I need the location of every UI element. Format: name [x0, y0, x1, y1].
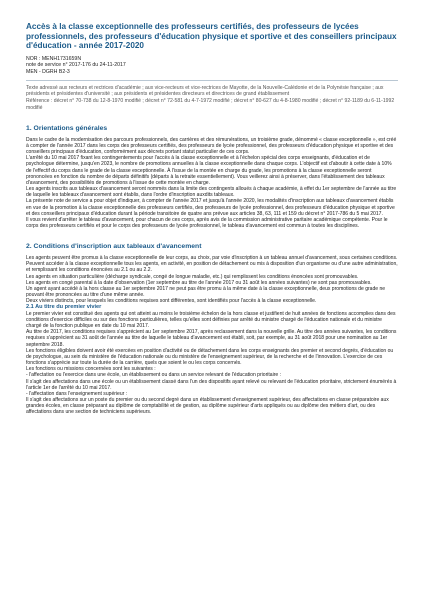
document-title: Accès à la classe exceptionnelle des professeurs certifiés, des professeurs de lycées professionnels, des professeurs d'éducation physique et sportive et des conseillers principaux d'éducation - année 2017-2020 [26, 22, 397, 51]
subsection-paragraph: - l'affectation ou l'exercice dans une école, un établissement ou dans un service relevant de l'éducation prioritaire : [26, 372, 282, 379]
subsection-paragraph: Il s'agit des affectations sur un poste du premier ou du second degré dans un établissement d'enseignement supérieur, des affectations en classe préparatoire aux grandes écoles, en classe préparant au diplôme de comptabilité et de gestion, au diplôme supérieur d'arts appliqués ou au diplôme des métiers d'art, ou des affectations dans une section de techniciens supérieurs. [26, 397, 389, 416]
section-2-paragraph: Deux viviers distincts, pour lesquels les conditions requises sont différentes, sont identifiés pour l'accès à la classe exceptionnelle. [26, 298, 317, 305]
addressees-text: Texte adressé aux recteurs et rectrices d'académie ; aux vice-recteurs et vice-rectrices de Mayotte, de la Nouvelle-Calédonie et de la Polynésie française ; aux présidents et présidentes d'université ; aux présidents et présidentes directeurs et directrices de grand établissement [26, 85, 384, 98]
nor-reference: NOR : MENH1731659N [26, 55, 82, 62]
subsection-paragraph: Les fonctions éligibles doivent avoir été exercées en position d'activité ou de détachement dans les corps enseignants des premier et second degrés, d'éducation ou de psychologue, au sein du ministère de l'éducation nationale ou du ministère de l'enseignement supérieur, de la recherche et de l'innovation. L'exercice de ces fonctions s'apprécie sur toute la durée de la carrière, quels que soient le ou les corps concernés. [26, 347, 394, 367]
legal-references: Référence : décret n° 70-738 du 12-8-1970 modifié ; décret n° 72-581 du 4-7-1972 modifié ; décret n° 80-627 du 4-8-1980 modifié ; décret n° 92-1189 du 6-11-1992 modifié [26, 98, 395, 111]
subsection-paragraph: Les fonctions ou missions concernées sont les suivantes : [26, 366, 156, 373]
section-1-heading: 1. Orientations générales [26, 124, 108, 132]
section-1-paragraph: La présente note de service a pour objet d'indiquer, à compter de l'année 2017 et jusqu'à l'année 2020, les modalités d'inscription aux tableaux d'avancement établis en vue de la promotion à la classe exceptionnelle des professeurs certifiés, des professeurs de lycée professionnel, des professeurs d'éducation physique et sportive et des conseillers principaux d'éducation durant la période transitoire de quatre ans prévue aux articles 38, 63, 111 et 159 du décret n° 2017-786 du 5 mai 2017. [26, 198, 395, 217]
section-2-heading: 2. Conditions d'inscription aux tableaux d'avancement [26, 243, 202, 251]
section-2-paragraph: Un agent ayant accédé à la hors classe au 1er septembre 2017 ne peut pas être promu à la même date à la classe exceptionnelle, deux promotions de grade ne pouvant être prononcées au titre d'une même année. [26, 285, 386, 299]
section-1-paragraph: Dans le cadre de la modernisation des parcours professionnels, des carrières et des rémunérations, un troisième grade, dénommé « classe exceptionnelle », est créé à compter de l'année 2017 dans les corps des professeurs certifiés, des professeurs de lycée professionnel, des professeurs d'éducation physique et sportive et des conseillers principaux d'éducation, conformément aux décrets portant statut particulier de ces corps. [26, 136, 397, 156]
section-2-paragraph: Les agents en congé parental à la date d'observation (1er septembre au titre de l'année 2017 ou 31 août les années suivantes) ne sont pas promouvables. [26, 279, 372, 286]
section-2-paragraph: Les agents en situation particulière (décharge syndicale, congé de longue maladie, etc.) qui remplissent les conditions énoncées sont promouvables. [26, 273, 359, 280]
subsection-paragraph: Au titre de 2017, les conditions requises s'apprécient au 1er septembre 2017, après reclassement dans la nouvelle grille. Au titre des années suivantes, les conditions requises s'apprécient au 31 août de l'année au titre de laquelle le tableau d'avancement est établi, soit, par exemple, au 31 août 2018 pour une nomination au 1er septembre 2018. [26, 329, 397, 348]
subsection-paragraph: - l'affectation dans l'enseignement supérieur : [26, 390, 128, 397]
subsection-2-1-heading: 2.1 Au titre du premier vivier [26, 304, 102, 311]
issuing-service: MEN - DGRH B2-3 [26, 68, 70, 75]
section-1-paragraph: Il vous revient d'arrêter le tableau d'avancement, pour chacun de ces corps, après avis de la commission administrative paritaire académique compétente. Pour le corps des professeurs certifiés et pour le corps des professeurs de lycée professionnel, le tableau d'avancement est commun à toutes les disciplines. [26, 216, 388, 229]
section-2-paragraph: Peuvent accéder à la classe exceptionnelle tous les agents, en activité, en position de détachement ou mis à disposition d'un organisme ou d'une autre administration, et remplissant les conditions énoncées au 2.1 ou au 2.2. [26, 261, 398, 274]
subsection-paragraph: Il s'agit des affectations dans une école ou un établissement classé dans l'un des dispositifs ayant relevé ou relevant de l'éducation prioritaire, strictement énumérés à l'article 1er de l'arrêté du 10 mai 2017. [26, 378, 397, 391]
divider [26, 80, 398, 81]
note-de-service-number: note de service n° 2017-176 du 24-11-2017 [26, 62, 126, 69]
section-2-paragraph: Les agents peuvent être promus à la classe exceptionnelle de leur corps, au choix, par voie d'inscription à un tableau annuel d'avancement, sous certaines conditions. [26, 255, 398, 262]
section-1-paragraph: Les agents inscrits aux tableaux d'avancement seront nommés dans la limite des contingents alloués à chaque académie, à effet du 1er septembre de l'année au titre de laquelle les tableaux d'avancement sont établis, dans l'ordre d'inscription auxdits tableaux. [26, 186, 397, 199]
section-1-paragraph: L'arrêté du 10 mai 2017 fixant les contingentements pour l'accès à la classe exceptionnelle et à l'échelon spécial des corps enseignants, d'éducation et de psychologue détermine, jusqu'en 2023, le nombre de promotions annuelles à la classe exceptionnelle dans chaque corps. L'objectif est d'aboutir à cette date à 10% de l'effectif du corps dans le grade de la classe exceptionnelle. À l'issue de la montée en charge du grade, les promotions à la classe exceptionnelle seront prononcées en fonction du nombre de départs définitifs (départs à la retraite essentiellement). Vous veillerez ainsi à préserver, dans l'établissement des tableaux d'avancement, des possibilités de promotions à l'issue de cette montée en charge. [26, 155, 392, 186]
subsection-paragraph: Le premier vivier est constitué des agents qui ont atteint au moins le troisième échelon de la hors classe et justifient de huit années de fonctions accomplies dans des conditions d'exercice difficiles ou sur des fonctions particulières, telles qu'elles sont définies par arrêté du ministre chargé de l'éducation nationale et du ministre chargé de la fonction publique en date du 10 mai 2017. [26, 310, 396, 330]
